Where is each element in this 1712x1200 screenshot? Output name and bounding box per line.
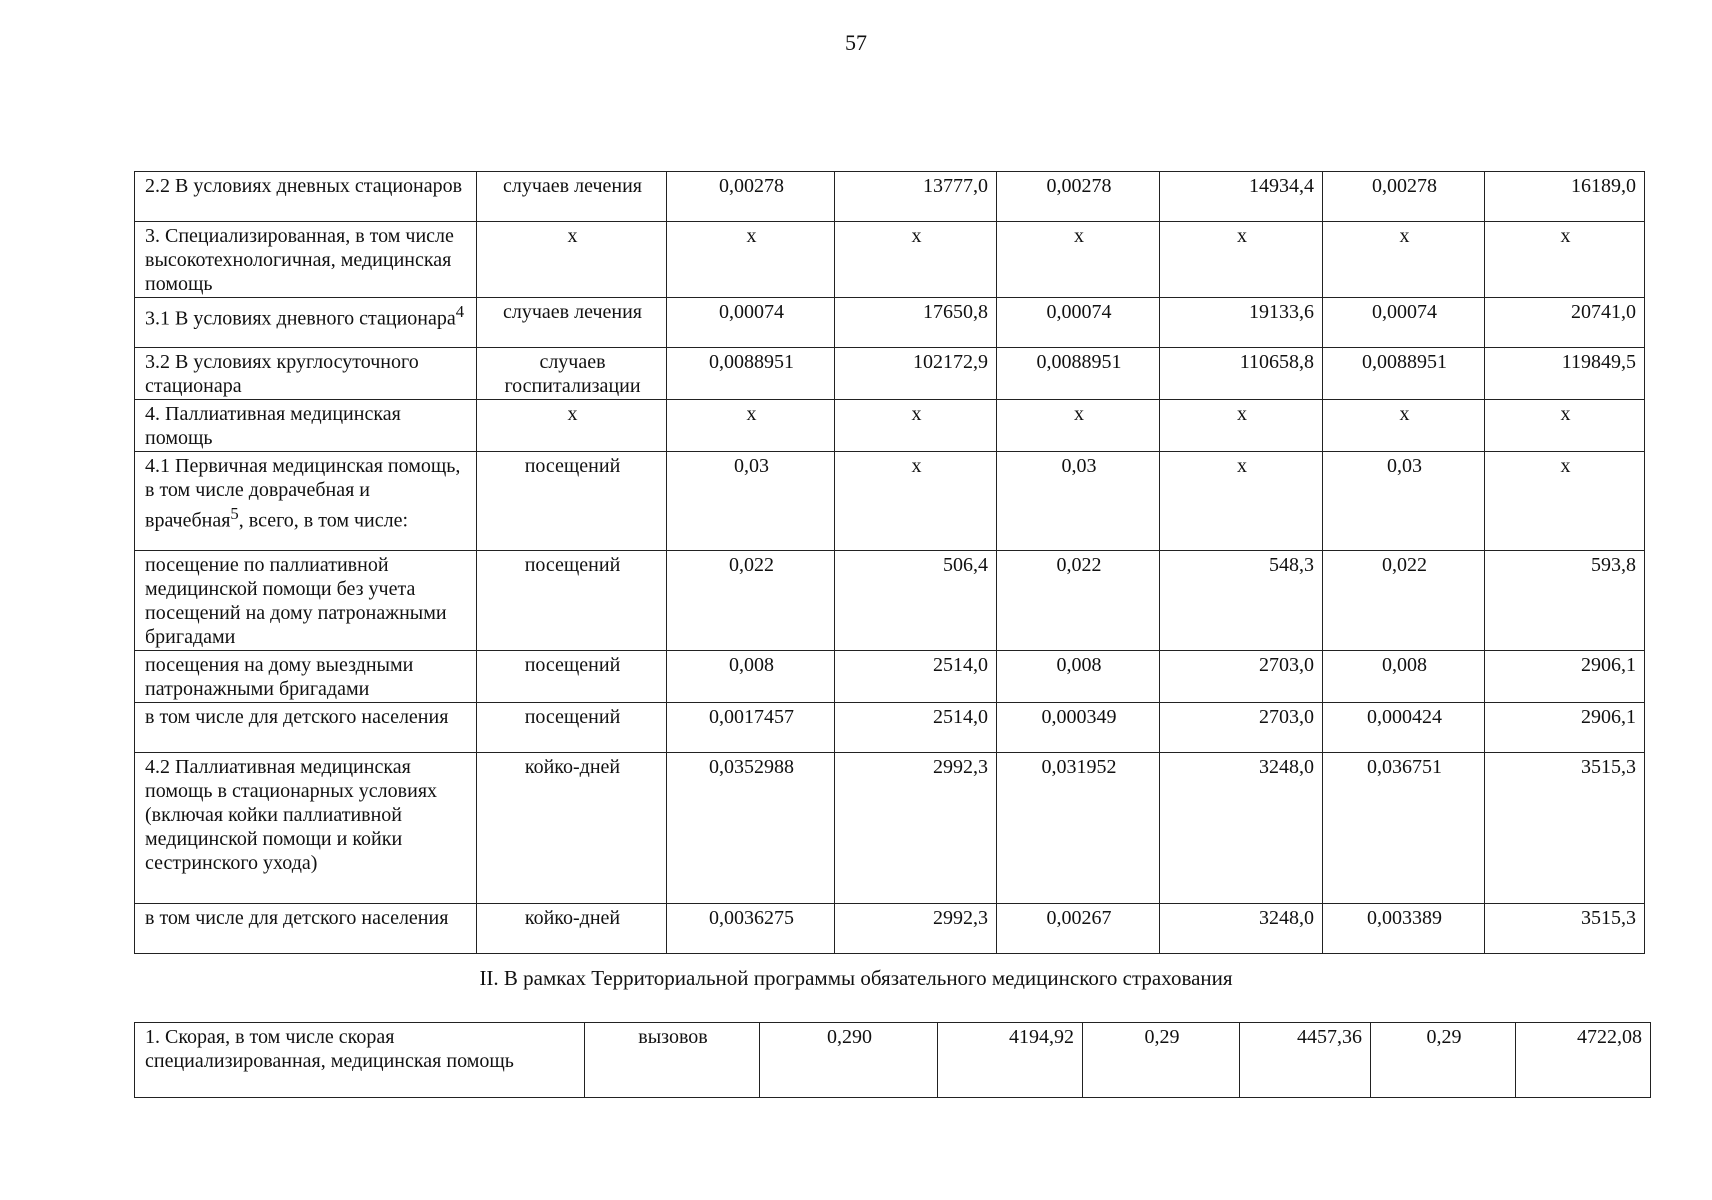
value-cell: 0,03 (997, 452, 1160, 551)
value-cell: 0,0088951 (667, 348, 835, 400)
value-cell: х (1160, 452, 1323, 551)
value-cell: х (835, 400, 997, 452)
row-unit: х (477, 400, 667, 452)
value-cell: х (1485, 452, 1645, 551)
row-unit: случаев госпитализации (477, 348, 667, 400)
row-name: в том числе для детского населения (135, 904, 477, 954)
value-cell: 4194,92 (938, 1023, 1083, 1098)
value-cell: 3515,3 (1485, 904, 1645, 954)
row-unit: случаев лечения (477, 172, 667, 222)
footnote-marker: 5 (230, 504, 239, 523)
value-cell: 2514,0 (835, 703, 997, 753)
value-cell: 2906,1 (1485, 651, 1645, 703)
table-row (135, 551, 1645, 651)
row-name: 1. Скорая, в том числе скорая специализированная, медицинская помощь (135, 1023, 585, 1098)
value-cell: 0,00278 (667, 172, 835, 222)
value-cell: 0,022 (997, 551, 1160, 651)
value-cell: 548,3 (1160, 551, 1323, 651)
row-name (135, 452, 477, 551)
table-row (135, 348, 1645, 400)
value-cell: 0,003389 (1323, 904, 1485, 954)
value-cell: 2906,1 (1485, 703, 1645, 753)
value-cell: 0,000349 (997, 703, 1160, 753)
value-cell: 0,03 (1323, 452, 1485, 551)
value-cell: 2703,0 (1160, 703, 1323, 753)
value-cell: 14934,4 (1160, 172, 1323, 222)
value-cell: 2992,3 (835, 753, 997, 904)
value-cell: 0,29 (1371, 1023, 1516, 1098)
table-row (135, 298, 1645, 348)
value-cell: 2703,0 (1160, 651, 1323, 703)
value-cell: 0,00074 (997, 298, 1160, 348)
value-cell: 0,022 (1323, 551, 1485, 651)
value-cell: 0,008 (1323, 651, 1485, 703)
value-cell: 4457,36 (1240, 1023, 1371, 1098)
row-name (135, 298, 477, 348)
value-cell: 0,036751 (1323, 753, 1485, 904)
value-cell: 0,0036275 (667, 904, 835, 954)
row-name: 4. Паллиативная медицинская помощь (135, 400, 477, 452)
value-cell: 0,0088951 (997, 348, 1160, 400)
value-cell: 16189,0 (1485, 172, 1645, 222)
table-row (135, 452, 1645, 551)
row-name: 3. Специализированная, в том числе высокотехнологичная, медицинская помощь (135, 222, 477, 298)
value-cell: х (1160, 400, 1323, 452)
value-cell: 0,00074 (1323, 298, 1485, 348)
value-cell: 0,031952 (997, 753, 1160, 904)
table-row (135, 1023, 1651, 1098)
value-cell: 0,00278 (1323, 172, 1485, 222)
value-cell: 2514,0 (835, 651, 997, 703)
value-cell: 0,290 (760, 1023, 938, 1098)
value-cell: 19133,6 (1160, 298, 1323, 348)
value-cell: 17650,8 (835, 298, 997, 348)
value-cell: 3248,0 (1160, 904, 1323, 954)
value-cell: 506,4 (835, 551, 997, 651)
row-unit: посещений (477, 703, 667, 753)
footnote-marker: 4 (455, 302, 465, 321)
row-unit: койко-дней (477, 904, 667, 954)
row-name: 2.2 В условиях дневных стационаров (135, 172, 477, 222)
value-cell: 0,00267 (997, 904, 1160, 954)
section-heading: II. В рамках Территориальной программы обязательного медицинского страхования (479, 966, 1233, 990)
table-row (135, 651, 1645, 703)
row-name: посещения на дому выездными патронажными бригадами (135, 651, 477, 703)
table-row (135, 222, 1645, 298)
value-cell: х (835, 222, 997, 298)
row-unit: вызовов (585, 1023, 760, 1098)
table-row (135, 703, 1645, 753)
value-cell: х (997, 222, 1160, 298)
value-cell: 13777,0 (835, 172, 997, 222)
row-name: в том числе для детского населения (135, 703, 477, 753)
value-cell: 110658,8 (1160, 348, 1323, 400)
page-number: 57 (845, 30, 867, 55)
value-cell: 593,8 (1485, 551, 1645, 651)
indicator-table (134, 171, 1645, 954)
value-cell: 0,29 (1083, 1023, 1240, 1098)
row-unit: случаев лечения (477, 298, 667, 348)
value-cell: х (1323, 222, 1485, 298)
row-unit: койко-дней (477, 753, 667, 904)
value-cell: х (1485, 400, 1645, 452)
value-cell: 119849,5 (1485, 348, 1645, 400)
value-cell: х (1323, 400, 1485, 452)
value-cell: х (835, 452, 997, 551)
row-unit: посещений (477, 452, 667, 551)
value-cell: 0,0352988 (667, 753, 835, 904)
row-name-text: 4.1 Первичная медицинская помощь, в том числе доврачебная и врачебная (145, 455, 461, 532)
table-row (135, 904, 1645, 954)
row-name: посещение по паллиативной медицинской помощи без учета посещений на дому патронажными бригадами (135, 551, 477, 651)
row-unit: посещений (477, 551, 667, 651)
row-unit: посещений (477, 651, 667, 703)
value-cell: 20741,0 (1485, 298, 1645, 348)
row-name-text-tail: , всего, в том числе: (238, 509, 409, 532)
value-cell: 0,0017457 (667, 703, 835, 753)
value-cell: 0,0088951 (1323, 348, 1485, 400)
value-cell: х (1160, 222, 1323, 298)
value-cell: 102172,9 (835, 348, 997, 400)
row-name-text: 3.1 В условиях дневного стационара (145, 307, 456, 330)
value-cell: 3248,0 (1160, 753, 1323, 904)
value-cell: х (997, 400, 1160, 452)
value-cell: 0,00278 (997, 172, 1160, 222)
oms-indicator-table (134, 1022, 1651, 1098)
table-row (135, 172, 1645, 222)
value-cell: 0,03 (667, 452, 835, 551)
row-unit: х (477, 222, 667, 298)
value-cell: х (1485, 222, 1645, 298)
row-name: 4.2 Паллиативная медицинская помощь в стационарных условиях (включая койки паллиативной медицинской помощи и койки сестринского ухода) (135, 753, 477, 904)
value-cell: 3515,3 (1485, 753, 1645, 904)
value-cell: 2992,3 (835, 904, 997, 954)
value-cell: 0,008 (997, 651, 1160, 703)
row-name: 3.2 В условиях круглосуточного стационара (135, 348, 477, 400)
value-cell: х (667, 222, 835, 298)
value-cell: 0,000424 (1323, 703, 1485, 753)
table-row (135, 400, 1645, 452)
value-cell: 4722,08 (1516, 1023, 1651, 1098)
value-cell: 0,00074 (667, 298, 835, 348)
table-row (135, 753, 1645, 904)
value-cell: х (667, 400, 835, 452)
value-cell: 0,008 (667, 651, 835, 703)
value-cell: 0,022 (667, 551, 835, 651)
